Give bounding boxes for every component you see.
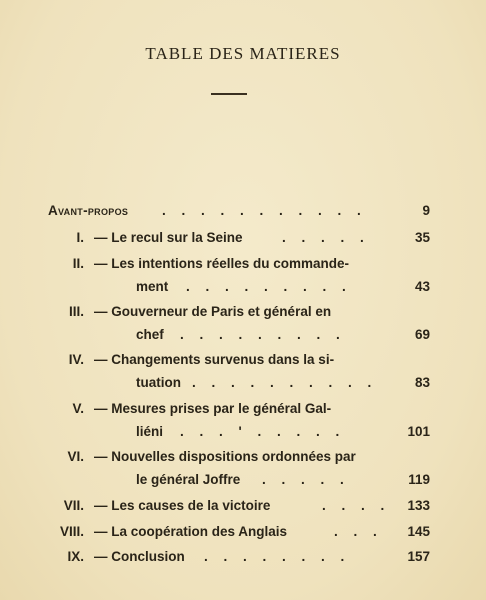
- toc-entry-page: 35: [414, 230, 430, 245]
- toc-entry-text: — Le recul sur la Seine: [94, 230, 243, 245]
- toc-entry-dots: . . .: [334, 524, 383, 539]
- toc-entry-number: VII.: [63, 498, 84, 513]
- toc-entry-dots: . . . . .: [262, 472, 350, 487]
- toc-entry-dots: . . . ' . . . . .: [180, 424, 346, 439]
- toc-entry-page: 69: [414, 327, 430, 342]
- toc-entry-page: 43: [414, 279, 430, 294]
- toc-entry-number: VI.: [67, 449, 84, 464]
- toc-entry-dots: . . . . . . . . . .: [192, 375, 378, 390]
- page-title: TABLE DES MATIERES: [145, 44, 341, 63]
- toc-entry-page: 157: [407, 549, 430, 564]
- toc-entry-text: Avant-propos: [48, 203, 129, 218]
- toc-entry-text: — Mesures prises par le général Gal-: [94, 401, 332, 416]
- toc-entry-text: — La coopération des Anglais: [94, 524, 288, 539]
- toc-entry-number: IX.: [67, 549, 84, 564]
- toc-entry-dots: . . . . . . . .: [204, 549, 351, 564]
- toc-entry-continuation: le général Joffre: [136, 472, 241, 487]
- toc-entry-text: — Nouvelles dispositions ordonnées par: [94, 449, 356, 464]
- toc-entry-dots: . . . . . . . . .: [180, 327, 346, 342]
- toc-entry-page: 119: [408, 472, 430, 487]
- toc-entry-dots: . . . . .: [282, 230, 370, 245]
- toc-entry-dots: . . . . . . . . . . .: [162, 203, 367, 218]
- toc-entry-number: III.: [68, 304, 84, 319]
- toc-entry-page: 145: [407, 524, 430, 539]
- toc-entry-continuation: ment: [136, 279, 169, 294]
- toc-entry-text: — Conclusion: [94, 549, 185, 564]
- toc-entry-text: — Les intentions réelles du commande-: [94, 256, 350, 271]
- toc-entry-page: 133: [407, 498, 430, 513]
- toc-entry-continuation: liéni: [136, 424, 164, 439]
- toc-entry-text: — Changements survenus dans la si-: [94, 352, 335, 367]
- toc-entry-dots: . . . . . . . . .: [186, 279, 352, 294]
- toc-entry-page: 9: [422, 203, 430, 218]
- toc-entry-text: — Gouverneur de Paris et général en: [94, 304, 332, 319]
- toc-entry-number: VIII.: [59, 524, 84, 539]
- toc-entry-continuation: tuation: [136, 375, 181, 390]
- toc-entry-dots: . . . .: [322, 498, 391, 513]
- toc-entry-number: IV.: [68, 352, 84, 367]
- toc-entry-text: — Les causes de la victoire: [94, 498, 271, 513]
- toc-entry-continuation: chef: [136, 327, 164, 342]
- toc-entry-page: 101: [407, 424, 430, 439]
- toc-entry-number: V.: [72, 401, 84, 416]
- toc-entry-number: II.: [72, 256, 84, 271]
- toc-entry-number: I.: [76, 230, 84, 245]
- toc-entry-page: 83: [414, 375, 430, 390]
